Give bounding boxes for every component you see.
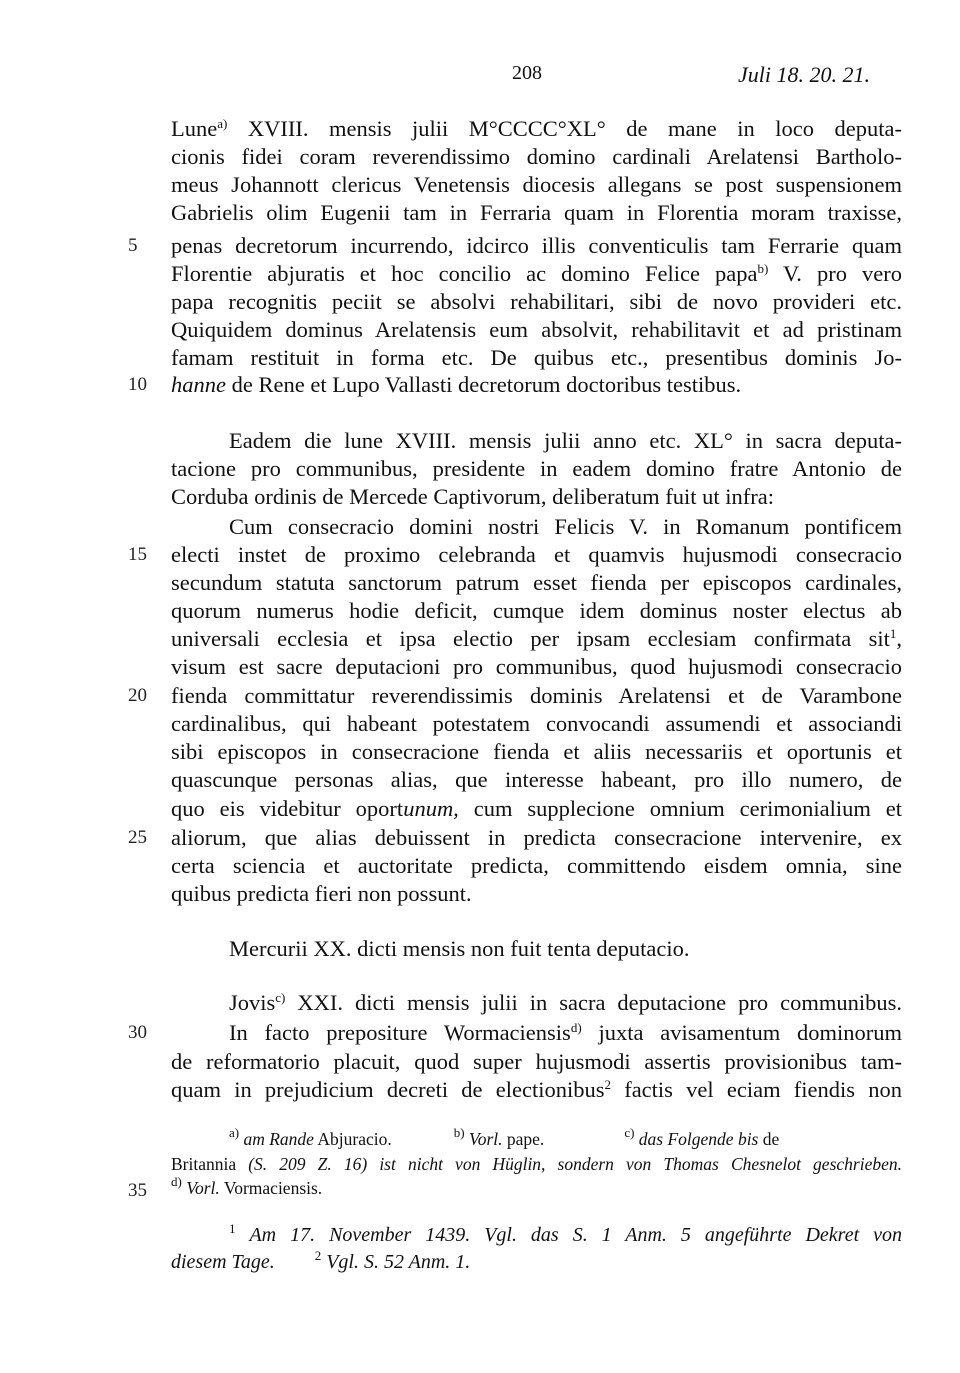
footnote-line: Britannia (S. 209 Z. 16) ist nicht von Hüglin, sondern von Thomas Chesnelot geschrieben. [171, 1154, 902, 1174]
text-line: papa recognitis peciit se absolvi rehabilitari, sibi de novo provideri etc. [171, 289, 902, 314]
text-line: quo eis videbitur oportunum, cum supplecione omnium cerimonialium et [171, 796, 902, 821]
running-header [0, 62, 960, 92]
text-line: quibus predicta fieri non possunt. [171, 881, 472, 906]
text-line: famam restituit in forma etc. De quibus etc., presentibus dominis Jo- [171, 345, 902, 370]
text-line: Jovis$^{c)}$ XXI. dicti mensis julii in sacra deputacione pro communibus. [229, 990, 902, 1015]
text-line: Lune$^{a)}$ XVIII. mensis julii M°CCCC°XL° de mane in loco deputa- [171, 116, 902, 141]
text-line: aliorum, que alias debuissent in predicta consecracione intervenire, ex [171, 825, 902, 850]
line-number: 15 [128, 544, 147, 565]
text-line: meus Johannott clericus Venetensis diocesis allegans se post suspensionem [171, 172, 902, 197]
text-line: tacione pro communibus, presidente in eadem domino fratre Antonio de [171, 456, 902, 481]
running-header-date: Juli 18. 20. 21. [738, 62, 870, 87]
text-line: visum est sacre deputacioni pro communibus, quod hujusmodi consecracio [171, 654, 902, 679]
text-line: Corduba ordinis de Mercede Captivorum, deliberatum fuit ut infra: [171, 484, 774, 509]
text-line: certa sciencia et auctoritate predicta, committendo eisdem omnia, sine [171, 853, 902, 878]
text-line: sibi episcopos in consecracione fienda et aliis necessariis et oportunis et [171, 739, 902, 764]
text-line: Florentie abjuratis et hoc concilio ac domino Felice papa$^{b)}$ V. pro vero [171, 261, 902, 286]
paragraph-mercurii-xx: Mercurii XX. dicti mensis non fuit tenta deputacio. [229, 936, 690, 961]
text-line: hanne de Rene et Lupo Vallasti decretorum doctoribus testibus. [171, 372, 742, 397]
line-number: 30 [128, 1022, 147, 1043]
text-line: quascunque personas alias, que interesse habeant, pro illo numero, de [171, 767, 902, 792]
footnote-line: $^{a)}$ am Rande Abjuracio. $^{b)}$ Vorl. pape. $^{c)}$ das Folgende bis de [229, 1125, 780, 1149]
text-line: universali ecclesia et ipsa electio per ipsam ecclesiam confirmata sit$^1$, [171, 626, 902, 651]
text-line: electi instet de proximo celebranda et quamvis hujusmodi consecracio [171, 542, 902, 567]
line-number: 20 [128, 685, 147, 706]
text-line: quorum numerus hodie deficit, cumque idem dominus noster electus ab [171, 598, 902, 623]
line-number: 5 [128, 235, 138, 256]
line-number: 25 [128, 827, 147, 848]
text-line: cionis fidei coram reverendissimo domino cardinali Arelatensi Bartholo- [171, 144, 902, 169]
footnote-line: diesem Tage. $^2$ Vgl. S. 52 Anm. 1. [171, 1248, 471, 1273]
text-line: Cum consecracio domini nostri Felicis V. in Romanum pontificem [229, 514, 902, 539]
text-line: cardinalibus, qui habeant potestatem convocandi assumendi et associandi [171, 711, 902, 736]
text-line: quam in prejudicium decreti de electionibus$^2$ factis vel eciam fiendis non [171, 1077, 902, 1102]
text-line: Eadem die lune XVIII. mensis julii anno etc. XL° in sacra deputa- [229, 428, 902, 453]
text-line: de reformatorio placuit, quod super hujusmodi assertis provisionibus tam- [171, 1049, 902, 1074]
text-line: penas decretorum incurrendo, idcirco illis conventiculis tam Ferrarie quam [171, 233, 902, 258]
page-number: 208 [512, 62, 542, 84]
text-line: Gabrielis olim Eugenii tam in Ferraria quam in Florentia moram traxisse, [171, 200, 902, 225]
text-line: secundum statuta sanctorum patrum esset fienda per episcopos cardinales, [171, 570, 902, 595]
footnote-line: $^{d)}$ Vorl. Vormaciensis. [171, 1174, 323, 1198]
text-line: fienda committatur reverendissimis dominis Arelatensi et de Varambone [171, 683, 902, 708]
text-line: Quiquidem dominus Arelatensis eum absolvit, rehabilitavit et ad pristinam [171, 317, 902, 342]
footnote-line: $^1$ Am 17. November 1439. Vgl. das S. 1 Anm. 5 angeführte Dekret von [229, 1221, 902, 1246]
line-number: 35 [128, 1180, 147, 1201]
line-number: 10 [128, 374, 147, 395]
text-line: In facto prepositure Wormaciensis$^{d)}$ juxta avisamentum dominorum [229, 1020, 902, 1045]
